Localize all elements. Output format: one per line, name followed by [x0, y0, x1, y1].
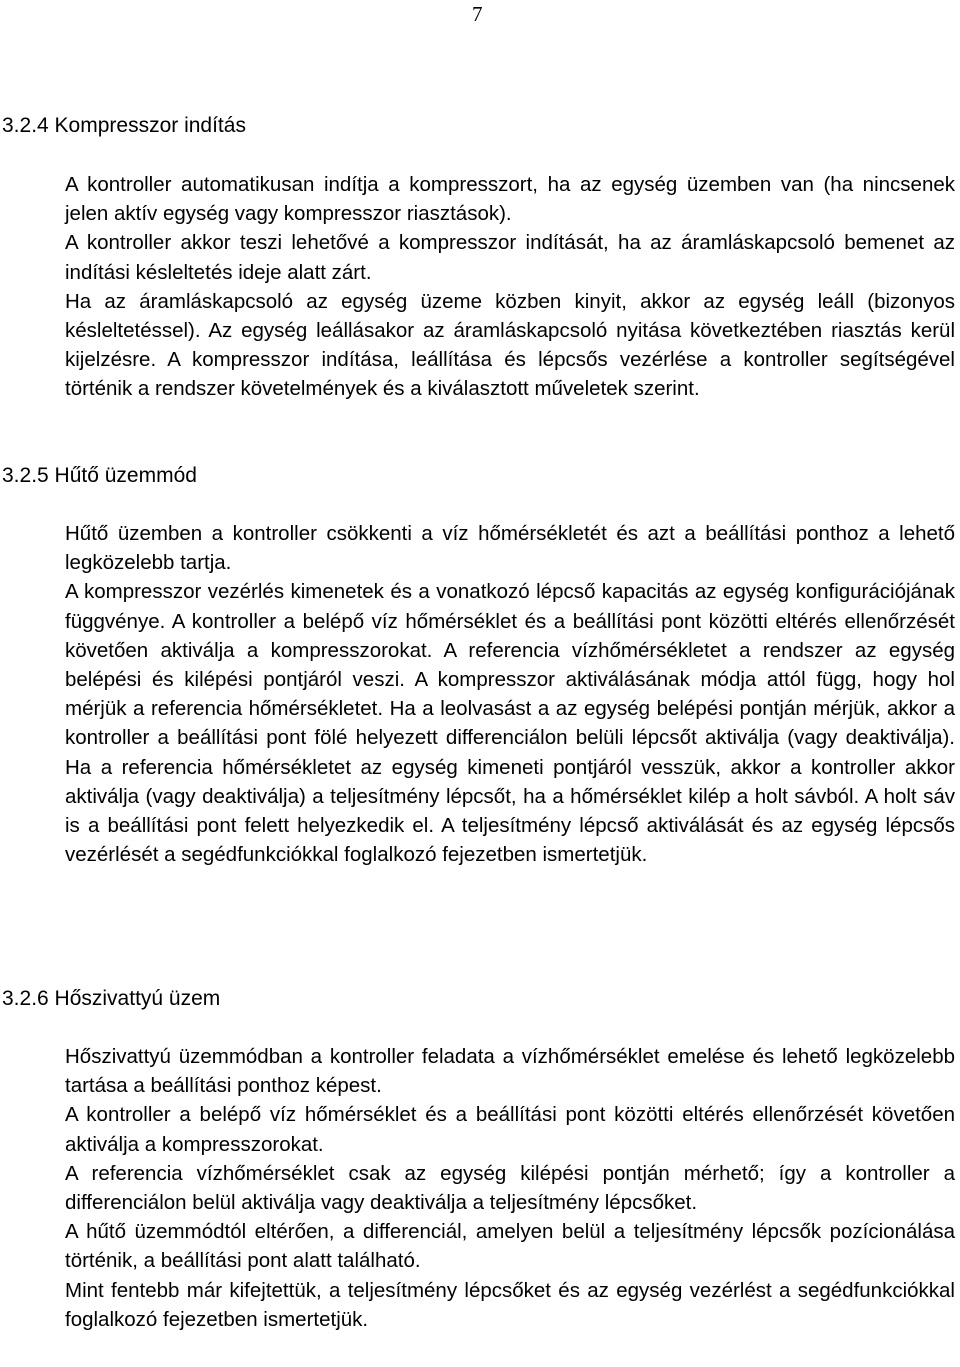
- page-number: 7: [472, 2, 483, 26]
- section-body-heat-pump-mode: [65, 1042, 955, 1334]
- paragraph: Hőszivattyú üzemmódban a kontroller feladata a vízhőmérséklet emelése és lehető legközelebb tartása a beállítási ponthoz képest.: [65, 1045, 955, 1098]
- section-heading-compressor-start: 3.2.4 Kompresszor indítás: [2, 114, 246, 137]
- paragraph: A kompresszor vezérlés kimenetek és a vonatkozó lépcső kapacitás az egység konfigurációjának függvénye. A kontroller a belépő víz hőmérséklet és a beállítási pont közötti eltérés ellenőrzését követően aktiválja a kompresszorokat. A referencia vízhőmérsékletet a rendszer az egység belépési és kilépési pontjáról veszi. A kompresszor aktiválásának módja attól függ, hogy hol mérjük a referencia hőmérsékletet. Ha a leolvasást a az egység belépési pontján mérjük, akkor a kontroller a beállítási pont fölé helyezett differenciálon belüli lépcsőt aktiválja (vagy deaktiválja). Ha a referencia hőmérsékletet az egység kimeneti pontjáról vesszük, akkor a kontroller akkor aktiválja (vagy deaktiválja) a teljesítmény lépcsőt, ha a hőmérséklet kilép a holt sávból. A holt sáv is a beállítási pont felett helyezkedik el. A teljesítmény lépcső aktiválását és az egység lépcsős vezérlését a segédfunkciókkal foglalkozó fejezetben ismertetjük.: [65, 580, 955, 867]
- section-heading-cooling-mode: 3.2.5 Hűtő üzemmód: [2, 464, 197, 487]
- paragraph: A hűtő üzemmódtól eltérően, a differenciál, amelyen belül a teljesítmény lépcsők pozícionálása történik, a beállítási pont alatt található.: [65, 1220, 955, 1273]
- paragraph: Ha az áramláskapcsoló az egység üzeme közben kinyit, akkor az egység leáll (bizonyos késleltetéssel). Az egység leállásakor az áramláskapcsoló nyitása következtében riasztás kerül kijelzésre. A kompresszor indítása, leállítása és lépcsős vezérlése a kontroller segítségével történik a rendszer követelmények és a kiválasztott műveletek szerint.: [65, 289, 955, 401]
- section-heading-heat-pump-mode: 3.2.6 Hőszivattyú üzem: [2, 987, 221, 1010]
- paragraph: Mint fentebb már kifejtettük, a teljesítmény lépcsőket és az egység vezérlést a segédfunkciókkal foglalkozó fejezetben ismertetjük.: [65, 1278, 955, 1331]
- paragraph: A kontroller akkor teszi lehetővé a kompresszor indítását, ha az áramláskapcsoló bemenet az indítási késleltetés ideje alatt zárt.: [65, 231, 955, 284]
- paragraph: Hűtő üzemben a kontroller csökkenti a víz hőmérsékletét és azt a beállítási ponthoz a lehető legközelebb tartja.: [65, 522, 955, 575]
- section-body-compressor-start: [65, 170, 955, 404]
- paragraph: A kontroller a belépő víz hőmérséklet és a beállítási pont közötti eltérés ellenőrzését követően aktiválja a kompresszorokat.: [65, 1103, 955, 1156]
- paragraph: A kontroller automatikusan indítja a kompresszort, ha az egység üzemben van (ha nincsenek jelen aktív egység vagy kompresszor riasztások).: [65, 173, 955, 226]
- paragraph: A referencia vízhőmérséklet csak az egység kilépési pontján mérhető; így a kontroller a differenciálon belül aktiválja vagy deaktiválja a teljesítmény lépcsőket.: [65, 1161, 955, 1215]
- section-body-cooling-mode: [65, 519, 955, 869]
